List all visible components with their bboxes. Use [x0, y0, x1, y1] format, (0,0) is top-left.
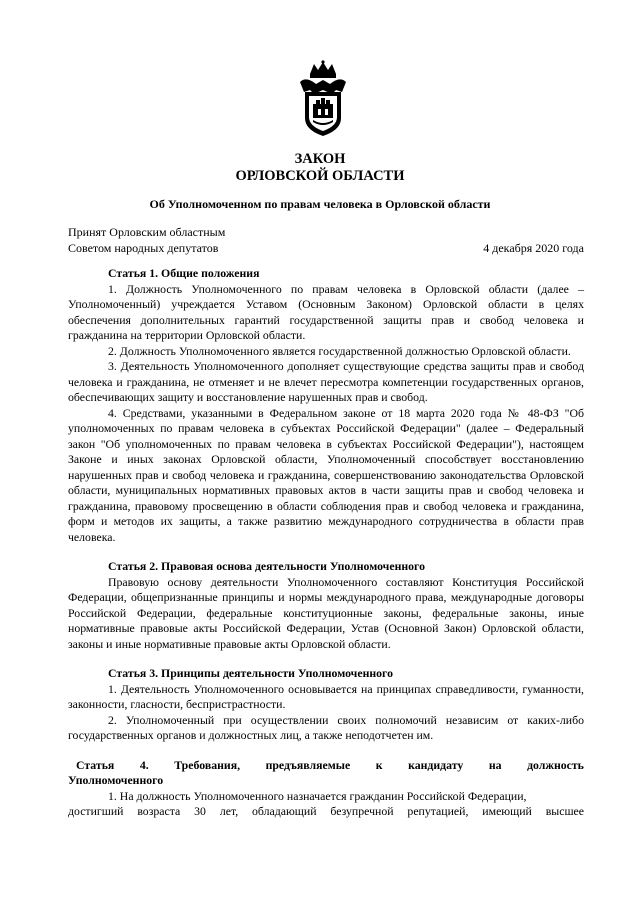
law-subtitle: Об Уполномоченном по правам человека в Орловской области — [149, 197, 491, 211]
article-3-paragraph-1: 1. Деятельность Уполномоченного основывается на принципах справедливости, гуманности, законности, гласности, беспристрастности. — [68, 681, 584, 711]
law-body — [68, 266, 584, 820]
adoption-line-1: Принят Орловским областным — [68, 225, 226, 239]
article-4-heading-word: Требования, — [174, 757, 241, 772]
article-4-heading-line-2: Уполномоченного — [68, 773, 164, 787]
article-2-paragraph-1: Правовую основу деятельности Уполномоченного составляют Конституция Российской Федерации, общепризнанные принципы и нормы международного права, международные договоры Российской Федерации, федеральные конституционные законы, федеральные законы, иные нормативные правовые акты Российской Федерации, Устав (Основной Закон) Орловской области, законы и иные нормативные правовые акты Орловской области. — [68, 574, 584, 651]
law-title: ЗАКОН — [294, 151, 346, 167]
article-4-heading-line-1 — [68, 758, 584, 774]
coat-of-arms-emblem — [296, 60, 350, 138]
adoption-date: 4 декабря 2020 года — [483, 241, 584, 255]
article-4-heading — [68, 758, 584, 789]
article-3-paragraph-2: 2. Уполномоченный при осуществлении своих полномочий независим от каких-либо государственных органов и должностных лиц, а также неподотчетен им. — [68, 712, 584, 742]
article-4-heading-word: 4. — [139, 757, 149, 772]
adoption-info — [68, 224, 225, 256]
article-1-paragraph-1: 1. Должность Уполномоченного по правам человека в Орловской области (далее – Уполномоченный) учреждается Уставом (Основным Законом) Орловской области в целях обеспечения дополнительных гарантий государственной защиты прав и свобод человека и гражданина на территории Орловской области. — [68, 281, 584, 342]
article-4-heading-word: предъявляемые — [265, 757, 351, 772]
article-4-heading-word: на — [488, 757, 502, 772]
article-4-heading-word: Статья — [76, 757, 115, 772]
article-4-heading-word: к — [375, 757, 383, 772]
article-4-heading-word: кандидату — [408, 757, 464, 772]
article-4-paragraph-1: 1. На должность Уполномоченного назначается гражданин Российской Федерации, — [108, 788, 527, 803]
article-3-heading: Статья 3. Принципы деятельности Уполномоченного — [108, 666, 394, 680]
article-4-paragraph-1-continued: достигший возраста 30 лет, обладающий безупречной репутацией, имеющий высшее — [68, 804, 584, 818]
article-4-heading-word: должность — [527, 757, 584, 772]
article-1-paragraph-2: 2. Должность Уполномоченного является государственной должностью Орловской области. — [108, 343, 571, 358]
article-1-heading: Статья 1. Общие положения — [108, 266, 260, 280]
law-region-title: ОРЛОВСКОЙ ОБЛАСТИ — [235, 168, 405, 184]
article-1-paragraph-4: 4. Средствами, указанными в Федеральном законе от 18 марта 2020 года № 48-ФЗ "Об уполномоченных по правам человека в субъектах Российской Федерации" (далее – Федеральный закон "Об уполномоченных по правам человека в субъектах Российской Федерации"), настоящем Законе и иных законах Орловской области, Уполномоченный способствует восстановлению нарушенных прав и свобод человека и гражданина, совершенствованию законодательства Орловской области, муниципальных нормативных правовых актов в части защиты прав и свобод человека и гражданина, правовому просвещению в области соблюдения прав и свобод человека и гражданина, форм и методов их защиты, а также развитию международного сотрудничества в области прав человека. — [68, 405, 584, 544]
adoption-line-2: Советом народных депутатов — [68, 241, 219, 255]
article-1-paragraph-3: 3. Деятельность Уполномоченного дополняет существующие средства защиты прав и свобод человека и гражданина, не отменяет и не влечет пересмотра компетенции государственных органов, обеспечивающих защиту и восстановление нарушенных прав и свобод. — [68, 359, 584, 404]
article-2-heading: Статья 2. Правовая основа деятельности Уполномоченного — [108, 559, 426, 573]
